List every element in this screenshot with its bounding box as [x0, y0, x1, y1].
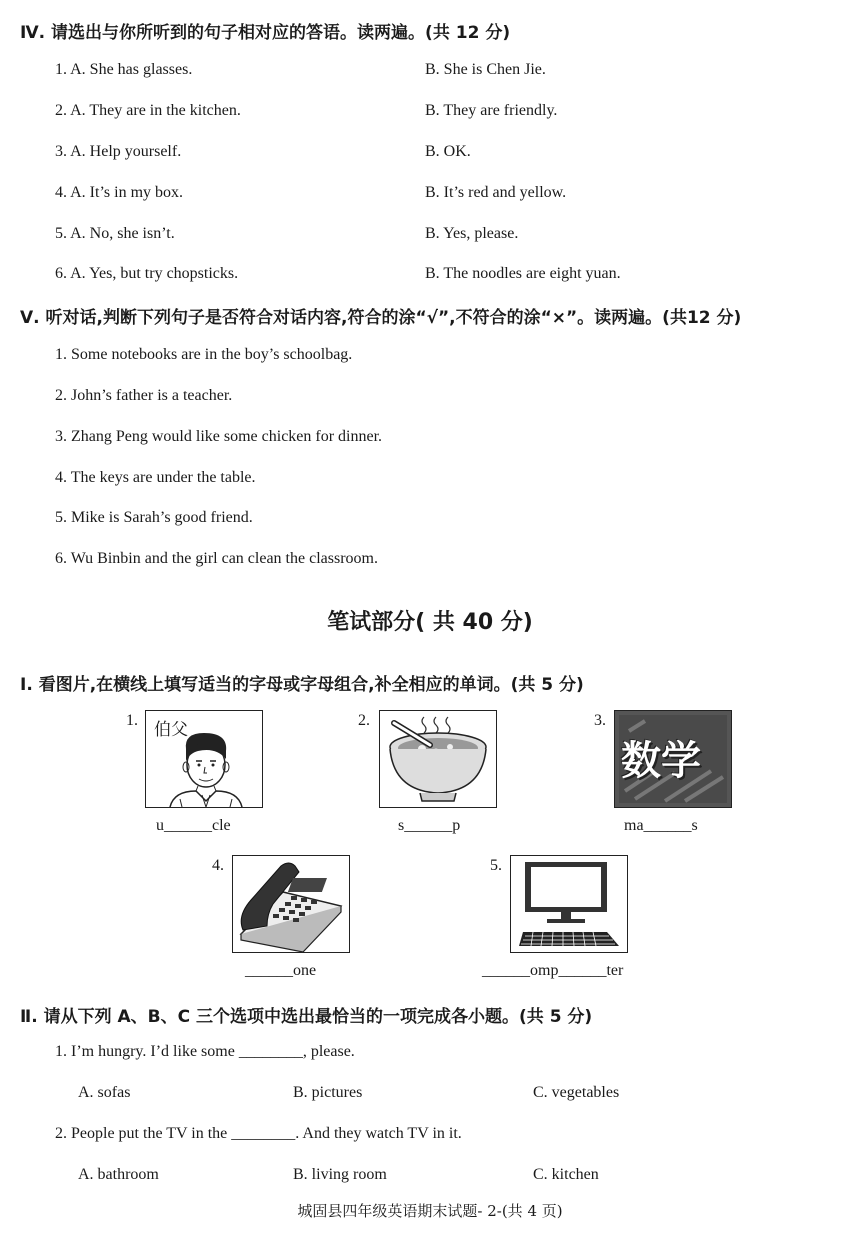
pic1-caption: 伯父 [154, 720, 188, 740]
s4-item-6-b: B. The noodles are eight yuan. [425, 265, 621, 282]
s4-item-5-a: 5. A. No, she isn’t. [55, 225, 175, 242]
uncle-face-icon [146, 711, 262, 807]
pic4-word: ______one [245, 962, 317, 979]
pic5-number: 5. [490, 857, 502, 874]
w2-q1-option-c: C. vegetables [533, 1084, 620, 1101]
soup-bowl-icon [380, 711, 496, 807]
s4-item-2-b: B. They are friendly. [425, 102, 558, 119]
pic4-number: 4. [212, 857, 224, 874]
s4-item-4-a: 4. A. It’s in my box. [55, 184, 184, 201]
s5-item-5: 5. Mike is Sarah’s good friend. [55, 509, 253, 526]
section5-heading: Ⅴ. 听对话,判断下列句子是否符合对话内容,符合的涂“√”,不符合的涂“×”。读两遍。(共12 分) [20, 308, 742, 328]
s5-item-6: 6. Wu Binbin and the girl can clean the classroom. [55, 550, 378, 567]
w2-q2-option-b: B. living room [293, 1166, 387, 1183]
pic3-caption: 数学 [621, 738, 701, 784]
w2-question-1: 1. I’m hungry. I’d like some ________, please. [55, 1043, 355, 1060]
s4-item-3-a: 3. A. Help yourself. [55, 143, 182, 160]
w2-q1-option-a: A. sofas [78, 1084, 131, 1101]
phone-picture [232, 855, 350, 953]
pic1-word: u______cle [156, 817, 231, 834]
s4-item-4-b: B. It’s red and yellow. [425, 184, 567, 201]
maths-picture [614, 710, 732, 808]
w2-q1-option-b: B. pictures [293, 1084, 363, 1101]
s4-item-6-a: 6. A. Yes, but try chopsticks. [55, 265, 239, 282]
s4-item-5-b: B. Yes, please. [425, 225, 519, 242]
pic3-number: 3. [594, 712, 606, 729]
w2-q2-option-c: C. kitchen [533, 1166, 599, 1183]
written-part-title: 笔试部分( 共 40 分) [327, 610, 533, 635]
pic5-word: ______omp______ter [482, 962, 624, 979]
s4-item-3-b: B. OK. [425, 143, 471, 160]
w2-q2-option-a: A. bathroom [78, 1166, 159, 1183]
computer-picture [510, 855, 628, 953]
s5-item-3: 3. Zhang Peng would like some chicken for dinner. [55, 428, 383, 445]
telephone-icon [233, 856, 349, 952]
uncle-picture [145, 710, 263, 808]
pic2-number: 2. [358, 712, 370, 729]
pic2-word: s______p [398, 817, 461, 834]
pic1-number: 1. [126, 712, 138, 729]
s5-item-1: 1. Some notebooks are in the boy’s schoolbag. [55, 346, 353, 363]
written1-heading: Ⅰ. 看图片,在横线上填写适当的字母或字母组合,补全相应的单词。(共 5 分) [20, 675, 584, 695]
written2-heading: Ⅱ. 请从下列 A、B、C 三个选项中选出最恰当的一项完成各小题。(共 5 分) [20, 1007, 593, 1027]
s5-item-2: 2. John’s father is a teacher. [55, 387, 233, 404]
soup-picture [379, 710, 497, 808]
pic3-word: ma______s [624, 817, 698, 834]
section4-heading: Ⅳ. 请选出与你所听到的句子相对应的答语。读两遍。(共 12 分) [20, 23, 511, 43]
page-footer: 城固县四年级英语期末试题- 2-(共 4 页) [297, 1202, 563, 1220]
s5-item-4: 4. The keys are under the table. [55, 469, 256, 486]
s4-item-1-a: 1. A. She has glasses. [55, 61, 193, 78]
w2-question-2: 2. People put the TV in the ________. And they watch TV in it. [55, 1125, 462, 1142]
s4-item-2-a: 2. A. They are in the kitchen. [55, 102, 241, 119]
s4-item-1-b: B. She is Chen Jie. [425, 61, 546, 78]
computer-icon [511, 856, 627, 952]
